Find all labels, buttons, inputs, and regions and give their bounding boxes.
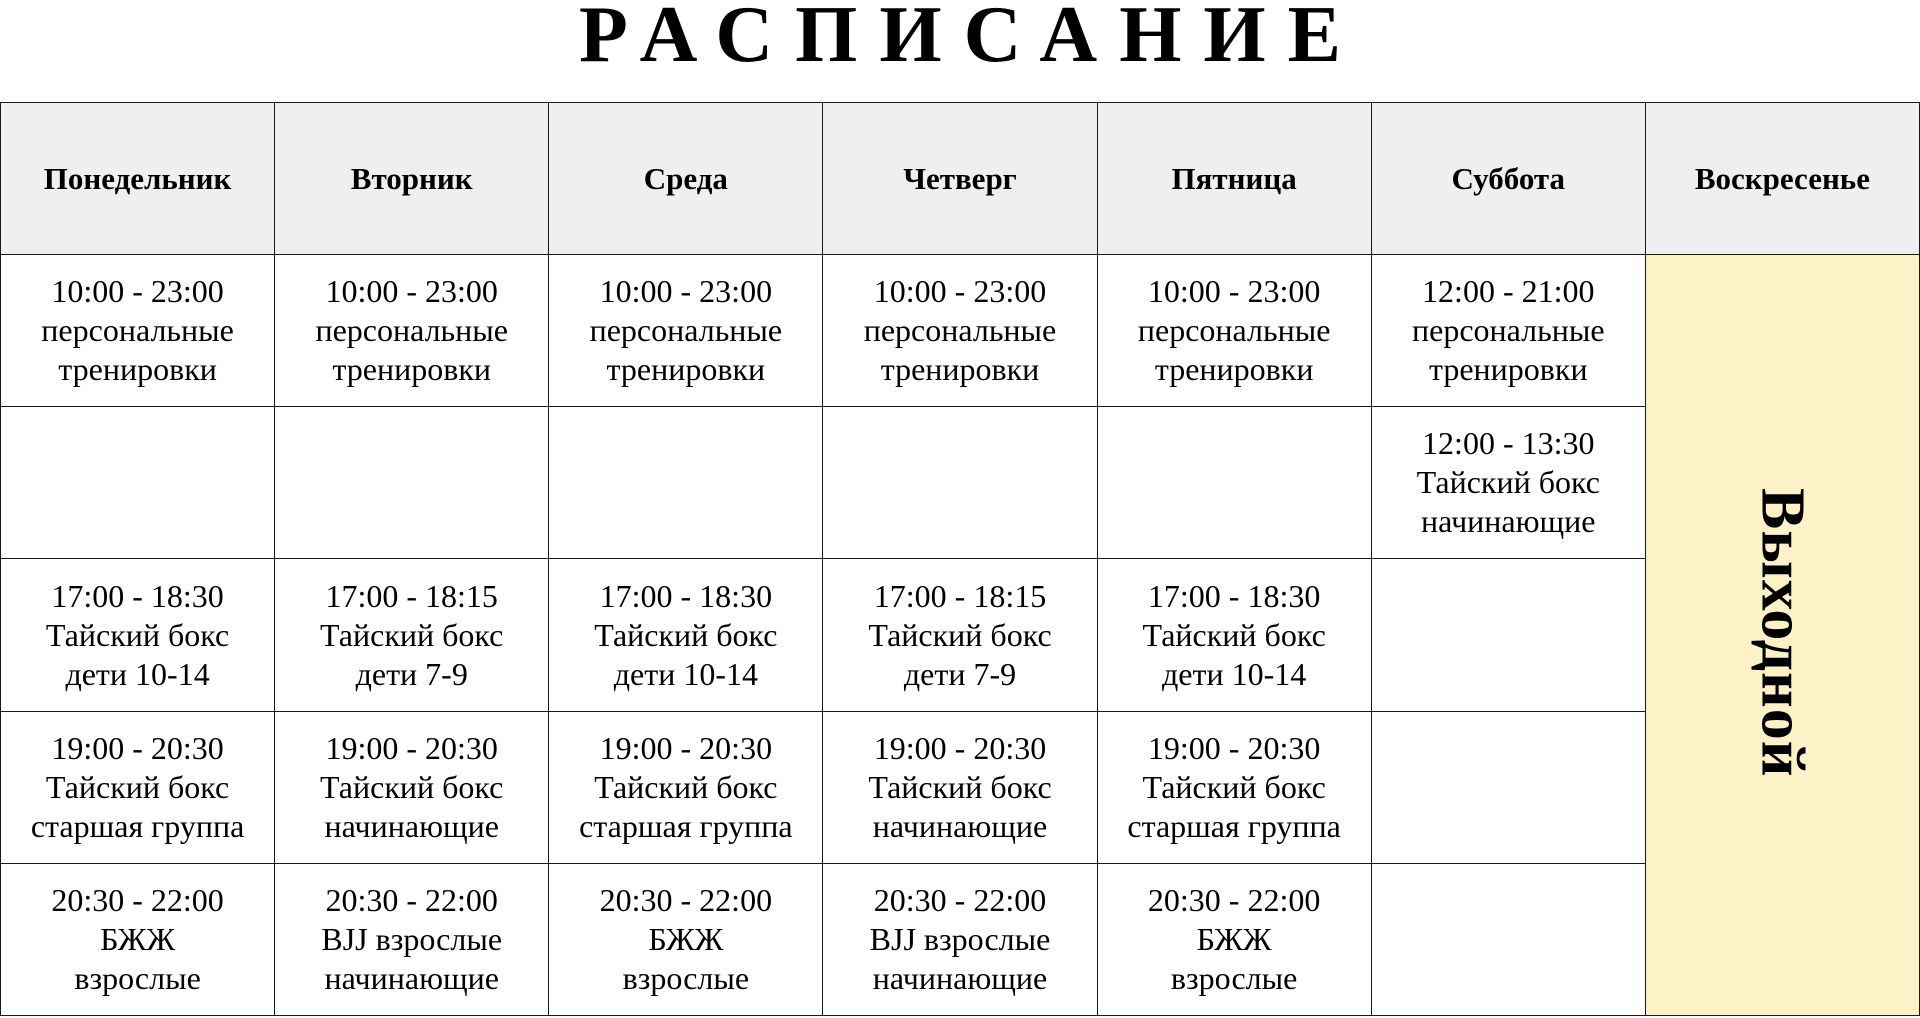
schedule-cell-thursday — [823, 407, 1097, 559]
session-time: 10:00 - 23:00 — [599, 273, 773, 310]
day-header-wednesday: Среда — [549, 103, 823, 255]
session-label: персональные — [315, 312, 508, 349]
schedule-cell-saturday — [1371, 255, 1645, 407]
header-row — [1, 103, 1920, 255]
page-title: РАСПИСАНИЕ — [578, 0, 1364, 79]
session-label: Тайский бокс — [45, 616, 230, 653]
schedule-cell-tuesday — [275, 407, 549, 559]
schedule-row — [1, 255, 1920, 407]
session-time: 10:00 - 23:00 — [325, 273, 498, 310]
schedule-cell-saturday — [1371, 863, 1645, 1015]
session-label: тренировки — [880, 351, 1040, 388]
session-label: Тайский бокс — [320, 768, 504, 805]
schedule-cell-thursday — [823, 255, 1097, 407]
session-time: 20:30 - 22:00 — [873, 881, 1047, 918]
schedule-cell-saturday — [1371, 559, 1645, 711]
schedule-cell-friday — [1097, 559, 1371, 711]
schedule-row — [1, 711, 1920, 863]
schedule-row — [1, 863, 1920, 1015]
day-header-saturday: Суббота — [1371, 103, 1645, 255]
session-label: персональные — [1137, 312, 1331, 349]
session-time: 20:30 - 22:00 — [599, 881, 773, 918]
session-time: 19:00 - 20:30 — [1147, 729, 1321, 766]
session-label: дети 7-9 — [903, 655, 1017, 692]
schedule-cell-thursday — [823, 559, 1097, 711]
schedule-cell-monday — [1, 711, 275, 863]
session-label: начинающие — [872, 959, 1048, 996]
session-label: начинающие — [324, 807, 499, 844]
schedule-cell-wednesday — [549, 863, 823, 1015]
session-time: 17:00 - 18:30 — [599, 577, 773, 614]
session-label: дети 10-14 — [1162, 655, 1307, 692]
session-label: Тайский бокс — [1142, 768, 1326, 805]
session-label: дети 7-9 — [355, 655, 468, 692]
session-time: 19:00 - 20:30 — [873, 729, 1047, 766]
session-label: BJJ взрослые — [869, 920, 1051, 957]
session-label: Тайский бокс — [868, 616, 1052, 653]
session-label: БЖЖ — [648, 920, 724, 957]
session-label: Тайский бокс — [1142, 616, 1326, 653]
schedule-table — [0, 102, 1920, 1016]
schedule-cell-wednesday — [549, 559, 823, 711]
session-time: 20:30 - 22:00 — [325, 881, 498, 918]
session-time: 10:00 - 23:00 — [873, 273, 1047, 310]
session-label: тренировки — [58, 351, 217, 388]
schedule-cell-tuesday — [275, 255, 549, 407]
session-time: 17:00 - 18:15 — [873, 577, 1047, 614]
session-label: персональные — [1412, 312, 1605, 349]
session-label: тренировки — [606, 351, 766, 388]
schedule-cell-monday — [1, 559, 275, 711]
session-label: персональные — [863, 312, 1057, 349]
schedule-cell-wednesday — [549, 711, 823, 863]
session-time: 17:00 - 18:30 — [1147, 577, 1321, 614]
schedule-cell-monday — [1, 863, 275, 1015]
schedule-cell-tuesday — [275, 559, 549, 711]
session-time: 19:00 - 20:30 — [325, 729, 498, 766]
session-label: тренировки — [1428, 351, 1588, 388]
schedule-cell-friday — [1097, 255, 1371, 407]
day-off-label: Выходной — [1748, 487, 1817, 778]
schedule-row — [1, 559, 1920, 711]
schedule-row — [1, 407, 1920, 559]
session-time: 17:00 - 18:15 — [325, 577, 498, 614]
session-label: старшая группа — [1127, 807, 1341, 844]
session-label: Тайский бокс — [1416, 464, 1600, 501]
day-header-thursday: Четверг — [823, 103, 1097, 255]
session-time: 19:00 - 20:30 — [51, 729, 224, 766]
day-header-friday: Пятница — [1097, 103, 1371, 255]
session-label: старшая группа — [30, 807, 245, 844]
session-label: Тайский бокс — [320, 616, 504, 653]
schedule-cell-thursday — [823, 711, 1097, 863]
session-label: начинающие — [1421, 503, 1596, 540]
schedule-cell-tuesday — [275, 711, 549, 863]
session-label: персональные — [41, 312, 234, 349]
session-label: Тайский бокс — [594, 768, 778, 805]
schedule-cell-monday — [1, 407, 275, 559]
session-label: взрослые — [622, 959, 750, 996]
session-label: начинающие — [324, 959, 499, 996]
schedule-cell-saturday — [1371, 711, 1645, 863]
schedule-cell-friday — [1097, 863, 1371, 1015]
schedule-cell-monday — [1, 255, 275, 407]
day-header-sunday: Воскресенье — [1645, 103, 1919, 255]
session-label: Тайский бокс — [594, 616, 778, 653]
session-label: тренировки — [1154, 351, 1314, 388]
sunday-day-off-cell — [1645, 255, 1919, 1016]
session-label: БЖЖ — [100, 920, 176, 957]
session-label: БЖЖ — [1196, 920, 1272, 957]
schedule-cell-tuesday — [275, 863, 549, 1015]
session-time: 19:00 - 20:30 — [599, 729, 773, 766]
session-time: 20:30 - 22:00 — [1147, 881, 1321, 918]
session-label: старшая группа — [579, 807, 793, 844]
schedule-cell-friday — [1097, 407, 1371, 559]
schedule-cell-friday — [1097, 711, 1371, 863]
session-label: начинающие — [872, 807, 1048, 844]
day-header-tuesday: Вторник — [275, 103, 549, 255]
session-label: персональные — [589, 312, 783, 349]
session-time: 17:00 - 18:30 — [51, 577, 224, 614]
session-time: 10:00 - 23:00 — [1147, 273, 1321, 310]
session-time: 12:00 - 21:00 — [1422, 273, 1595, 310]
schedule-cell-wednesday — [549, 255, 823, 407]
session-label: дети 10-14 — [613, 655, 758, 692]
session-label: взрослые — [1170, 959, 1298, 996]
schedule-cell-wednesday — [549, 407, 823, 559]
session-label: тренировки — [332, 351, 492, 388]
session-time: 10:00 - 23:00 — [51, 273, 224, 310]
session-label: взрослые — [74, 959, 201, 996]
session-label: Тайский бокс — [45, 768, 230, 805]
session-label: Тайский бокс — [868, 768, 1052, 805]
session-time: 20:30 - 22:00 — [51, 881, 224, 918]
schedule-cell-thursday — [823, 863, 1097, 1015]
session-time: 12:00 - 13:30 — [1422, 425, 1595, 462]
day-header-monday: Понедельник — [1, 103, 275, 255]
session-label: BJJ взрослые — [321, 920, 503, 957]
schedule-cell-saturday — [1371, 407, 1645, 559]
session-label: дети 10-14 — [65, 655, 210, 692]
